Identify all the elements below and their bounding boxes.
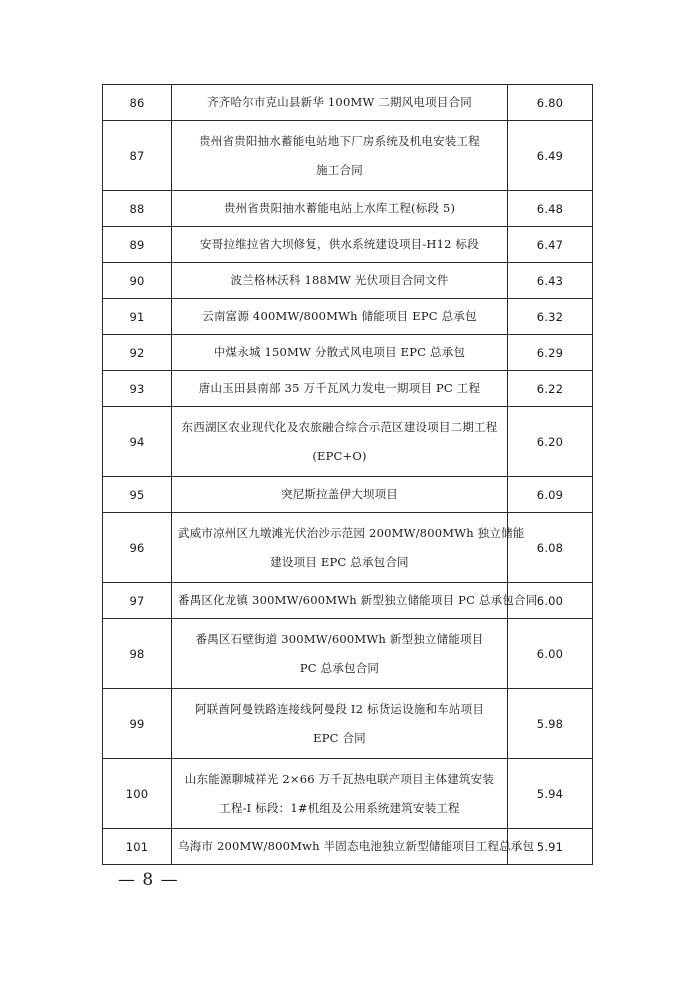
table-row bbox=[103, 299, 593, 335]
table-row bbox=[103, 121, 593, 191]
project-name-line: 中煤永城 150MW 分散式风电项目 EPC 总承包 bbox=[213, 345, 466, 359]
table-row bbox=[103, 513, 593, 583]
contract-amount: 6.29 bbox=[508, 335, 593, 371]
contract-amount: 6.20 bbox=[508, 407, 593, 477]
row-number: 101 bbox=[103, 829, 172, 865]
table-row bbox=[103, 477, 593, 513]
project-name-line: 波兰格林沃科 188MW 光伏项目合同文件 bbox=[230, 273, 449, 287]
contract-amount: 6.49 bbox=[508, 121, 593, 191]
project-name bbox=[172, 227, 508, 263]
project-name-line: 东西湖区农业现代化及农旅融合综合示范区建设项目二期工程 bbox=[181, 419, 498, 434]
project-name bbox=[172, 85, 508, 121]
project-name bbox=[172, 263, 508, 299]
project-name-line: 番禺区石壁街道 300MW/600MWh 新型独立储能项目 bbox=[195, 631, 484, 646]
contracts-table bbox=[102, 84, 593, 865]
project-name-line: 云南富源 400MW/800MWh 储能项目 EPC 总承包 bbox=[202, 309, 477, 323]
table-row bbox=[103, 85, 593, 121]
project-name-line: 贵州省贵阳抽水蓄能电站地下厂房系统及机电安装工程 bbox=[199, 133, 480, 148]
contract-amount: 6.43 bbox=[508, 263, 593, 299]
row-number: 93 bbox=[103, 371, 172, 407]
contract-amount: 6.00 bbox=[508, 619, 593, 689]
project-name bbox=[172, 759, 508, 829]
project-name bbox=[172, 299, 508, 335]
contract-amount: 6.32 bbox=[508, 299, 593, 335]
contract-amount: 5.91 bbox=[508, 829, 593, 865]
contract-amount: 6.08 bbox=[508, 513, 593, 583]
row-number: 88 bbox=[103, 191, 172, 227]
row-number: 100 bbox=[103, 759, 172, 829]
project-name-line: 建设项目 EPC 总承包合同 bbox=[270, 554, 409, 569]
project-name-line: EPC 合同 bbox=[313, 730, 366, 745]
contract-amount: 6.48 bbox=[508, 191, 593, 227]
table-row bbox=[103, 191, 593, 227]
table-row bbox=[103, 829, 593, 865]
project-name-line: 工程-I 标段：1#机组及公用系统建筑安装工程 bbox=[219, 800, 460, 815]
table-row bbox=[103, 371, 593, 407]
row-number: 92 bbox=[103, 335, 172, 371]
contract-amount: 6.47 bbox=[508, 227, 593, 263]
project-name-line: 齐齐哈尔市克山县新华 100MW 二期风电项目合同 bbox=[207, 95, 472, 109]
project-name bbox=[172, 583, 538, 619]
contract-amount: 6.00 bbox=[508, 583, 593, 619]
project-name bbox=[172, 477, 508, 513]
row-number: 86 bbox=[103, 85, 172, 121]
contract-amount: 5.94 bbox=[508, 759, 593, 829]
project-name-line: (EPC+O) bbox=[312, 448, 367, 463]
project-name bbox=[172, 407, 508, 477]
table-row bbox=[103, 759, 593, 829]
row-number: 97 bbox=[103, 583, 172, 619]
project-name-line: 安哥拉维拉省大坝修复，供水系统建设项目-H12 标段 bbox=[200, 237, 479, 251]
contracts-table-body bbox=[103, 85, 593, 865]
project-name-line: 乌海市 200MW/800Mwh 半固态电池独立新型储能项目工程总承包 bbox=[178, 839, 535, 853]
project-name bbox=[172, 335, 508, 371]
row-number: 90 bbox=[103, 263, 172, 299]
project-name bbox=[172, 689, 508, 759]
contract-amount: 6.09 bbox=[508, 477, 593, 513]
project-name-line: 武威市凉州区九墩滩光伏治沙示范园 200MW/800MWh 独立储能 bbox=[178, 525, 525, 540]
table-row bbox=[103, 227, 593, 263]
contract-amount: 6.22 bbox=[508, 371, 593, 407]
table-row bbox=[103, 689, 593, 759]
project-name bbox=[172, 191, 508, 227]
project-name-line: 番禺区化龙镇 300MW/600MWh 新型独立储能项目 PC 总承包合同 bbox=[178, 593, 538, 607]
row-number: 94 bbox=[103, 407, 172, 477]
table-row bbox=[103, 619, 593, 689]
row-number: 87 bbox=[103, 121, 172, 191]
row-number: 98 bbox=[103, 619, 172, 689]
project-name-line: 突尼斯拉盖伊大坝项目 bbox=[281, 487, 398, 501]
project-name bbox=[172, 371, 508, 407]
contract-amount: 6.80 bbox=[508, 85, 593, 121]
row-number: 95 bbox=[103, 477, 172, 513]
project-name-line: 贵州省贵阳抽水蓄能电站上水库工程(标段 5) bbox=[223, 201, 456, 215]
contract-amount: 5.98 bbox=[508, 689, 593, 759]
project-name-line: 唐山玉田县南部 35 万千瓦风力发电一期项目 PC 工程 bbox=[198, 381, 481, 395]
page-number: — 8 — bbox=[118, 870, 179, 890]
project-name bbox=[172, 619, 508, 689]
project-name bbox=[172, 121, 508, 191]
project-name-line: 施工合同 bbox=[316, 162, 363, 177]
table-row bbox=[103, 407, 593, 477]
table-row bbox=[103, 583, 593, 619]
row-number: 89 bbox=[103, 227, 172, 263]
row-number: 96 bbox=[103, 513, 172, 583]
project-name bbox=[172, 513, 525, 583]
row-number: 99 bbox=[103, 689, 172, 759]
table-row bbox=[103, 335, 593, 371]
project-name-line: PC 总承包合同 bbox=[299, 660, 380, 675]
project-name-line: 山东能源聊城祥光 2×66 万千瓦热电联产项目主体建筑安装 bbox=[184, 771, 495, 786]
row-number: 91 bbox=[103, 299, 172, 335]
project-name-line: 阿联酋阿曼铁路连接线阿曼段 I2 标货运设施和车站项目 bbox=[194, 701, 485, 716]
project-name bbox=[172, 829, 535, 865]
table-row bbox=[103, 263, 593, 299]
